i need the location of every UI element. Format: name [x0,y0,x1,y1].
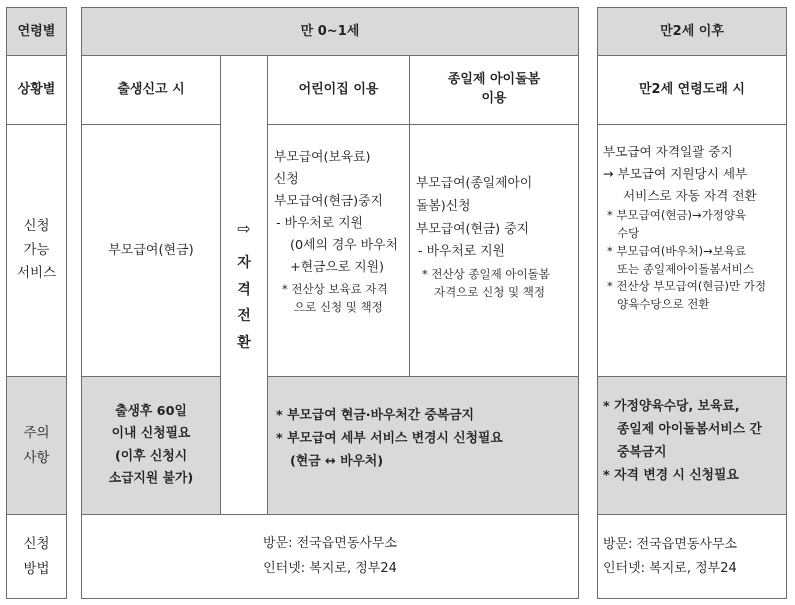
method-row-label [6,514,67,599]
age2-service-line: → 부모급여 지원당시 세부 [603,166,748,182]
method-age2-internet-line: 인터넷: 복지로, 정부24 [603,561,737,577]
age-2-plus-header-label: 만2세 이후 [660,23,724,39]
age2-service-note: 양육수당으로 전환 [617,297,710,312]
method-main-cell [81,514,579,599]
birth-report-header [81,55,221,125]
age-2-plus-header [597,7,787,56]
services-row-label-line1: 신청 [23,218,50,235]
transition-char-4: 환 [237,334,251,351]
age-column-header [6,7,67,56]
method-row-label-line2: 방법 [23,560,50,577]
age-0-1-header [81,7,579,56]
services-row-label-line3: 서비스 [16,265,57,282]
cautions-row-label-line2: 사항 [23,449,50,466]
age2-service-note: 또는 종일제아이돌봄서비스 [617,261,754,276]
fullday-service-note: * 전산상 종일제 아이돌봄 [422,267,550,282]
birth-caution-line: 이내 신청필요 [111,426,191,442]
qualification-transition-column [220,55,268,515]
care-caution-line: * 부모급여 세부 서비스 변경시 신청필요 [276,430,503,446]
daycare-header [267,55,410,125]
daycare-service-note: 으로 신청 및 책정 [294,299,383,314]
method-internet-line: 인터넷: 복지로, 정부24 [263,560,397,576]
age2-service-line: 서비스로 자동 자격 전환 [623,188,757,204]
age2-cautions-cell [597,376,787,515]
fullday-service-line: 부모급여(현금) 중지 [416,221,529,237]
fullday-care-header-line2: 이용 [481,91,507,106]
services-row-label [6,124,67,377]
age2-service-note: * 전산상 부모급여(현금)만 가정 [607,279,766,294]
cautions-row-label-line1: 주의 [23,425,50,442]
age2-caution-line: 종일제 아이돌봄서비스 간 [617,422,762,438]
birth-caution-line: 소급지원 불가) [108,470,194,486]
birth-services-text: 부모급여(현금) [108,242,194,258]
birth-caution-line: (이후 신청시 [114,448,188,464]
fullday-care-header-line1: 종일제 아이돌봄 [447,72,541,88]
services-row-label-line2: 가능 [23,241,50,258]
care-caution-line: (현금 ↔ 바우처) [290,453,384,469]
birth-services-cell [81,124,221,377]
method-age2-cell [597,514,787,599]
method-age2-visit-line: 방문: 전국읍면동사무소 [603,537,738,552]
age2-services-cell [597,124,787,377]
situation-row-label-text: 상황별 [17,82,56,98]
daycare-header-label: 어린이집 이용 [298,82,379,98]
age2-arrival-header-label: 만2세 연령도래 시 [638,82,745,98]
fullday-service-line: 돌봄)신청 [416,198,471,214]
age2-service-note: 수당 [617,225,640,240]
age-column-header-label: 연령별 [17,23,56,39]
age-0-1-header-label: 만 0~1세 [300,23,360,39]
care-caution-line: * 부모급여 현금·바우처간 중복금지 [276,408,474,423]
age2-service-note: * 부모급여(현금)→가정양육 [607,208,747,223]
method-row-label-line1: 신청 [23,536,50,553]
fullday-service-line: 부모급여(종일제아이 [416,176,533,191]
transition-char-2: 격 [237,281,251,298]
transition-char-3: 전 [237,308,251,325]
method-visit-line: 방문: 전국읍면동사무소 [262,536,398,552]
fullday-services-cell [409,124,579,377]
situation-row-label [6,55,67,125]
daycare-service-line: 부모급여(현금)중지 [274,194,383,209]
daycare-service-line: 부모급여(보육료) [274,150,371,165]
age2-arrival-header [597,55,787,125]
age2-service-line: 부모급여 자격일괄 중지 [603,144,733,159]
daycare-service-line: - 바우처로 지원 [276,216,363,231]
daycare-service-line: 신청 [274,172,299,187]
fullday-care-header [409,55,579,125]
age2-caution-line: 중복금지 [617,445,667,461]
hollow-right-arrow-icon: ⇨ [237,218,251,238]
daycare-service-line: (0세의 경우 바우처 [290,238,398,253]
birth-cautions-cell [81,376,221,515]
birth-report-header-label: 출생신고 시 [117,82,185,98]
transition-char-1: 자 [237,255,251,271]
fullday-service-line: - 바우처로 지원 [418,244,505,260]
age2-service-note: * 부모급여(바우처)→보육료 [607,243,747,258]
fullday-service-note: 자격으로 신청 및 책정 [434,284,545,299]
daycare-service-line: +현금으로 지원) [290,260,384,275]
daycare-services-cell [267,124,410,377]
birth-caution-line: 출생후 60일 [115,403,187,419]
cautions-row-label [6,376,67,515]
care-cautions-cell [267,376,579,515]
age2-caution-line: * 자격 변경 시 신청필요 [603,468,739,484]
age2-caution-line: * 가정양육수당, 보육료, [603,399,740,414]
daycare-service-note: * 전산상 보육료 자격 [282,282,388,296]
